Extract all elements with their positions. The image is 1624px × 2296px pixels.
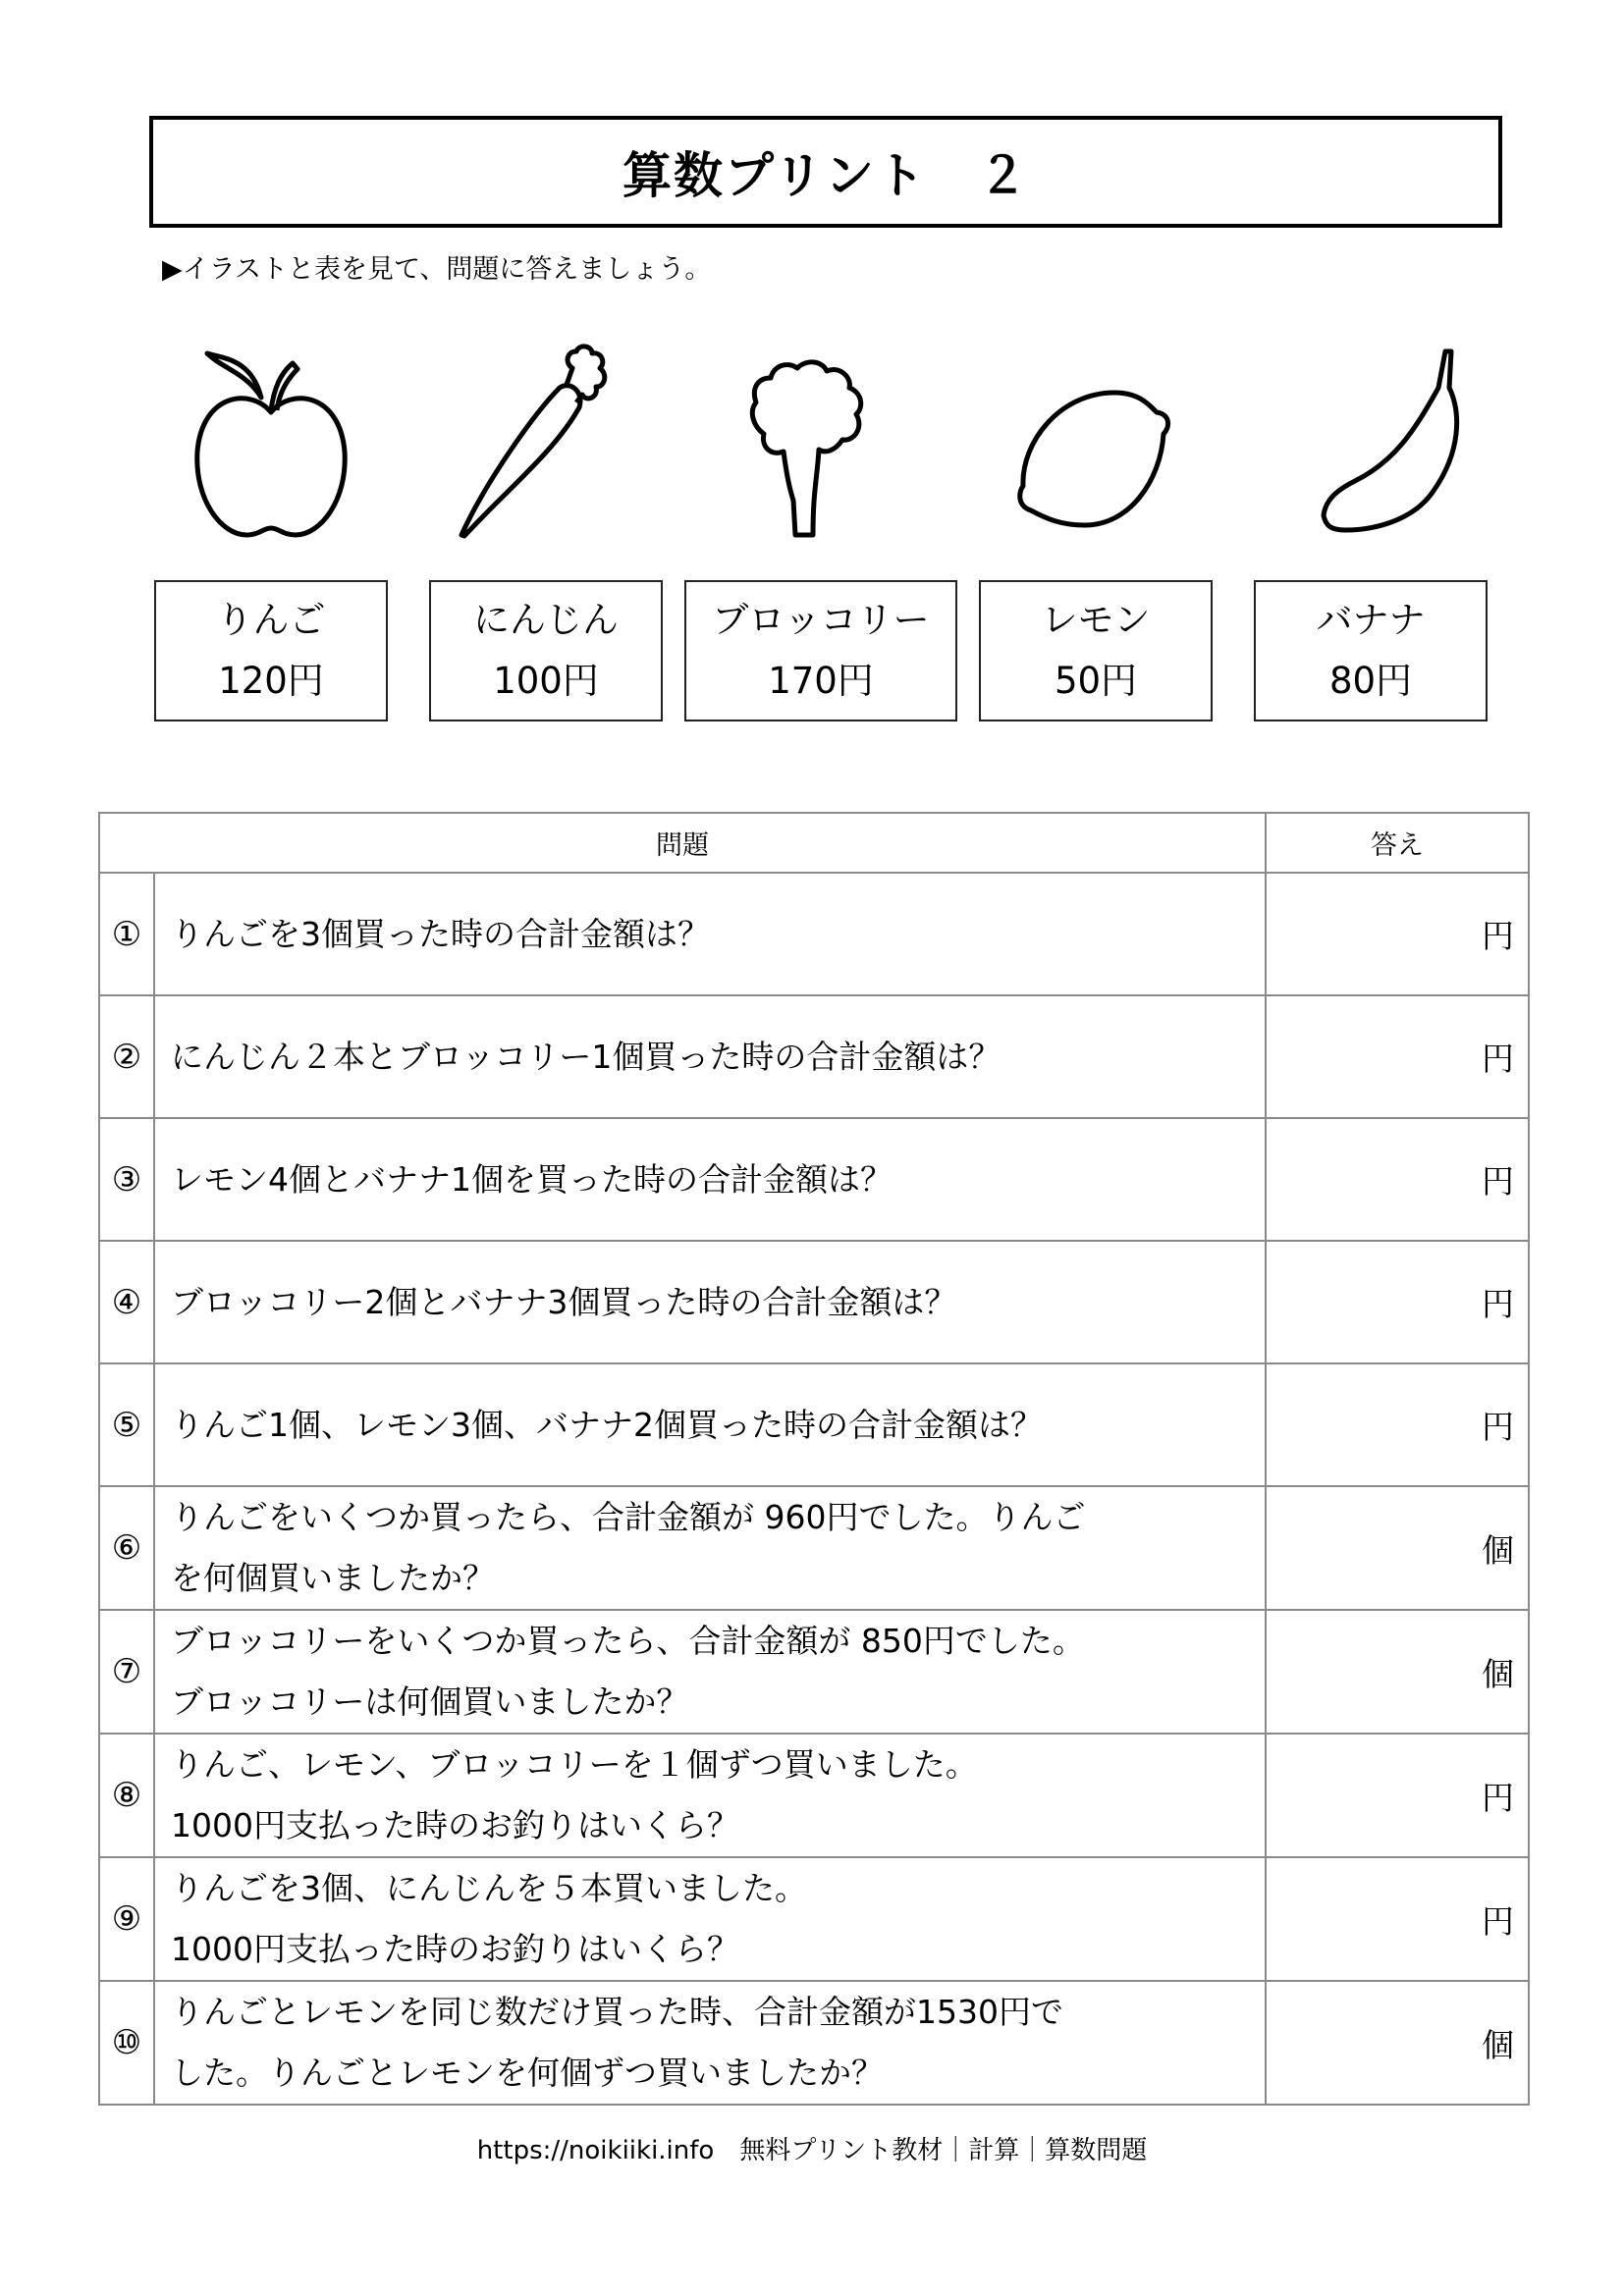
answer-cell[interactable] <box>1266 1363 1529 1486</box>
item-name: にんじん <box>473 599 619 641</box>
answer-unit: 個 <box>1482 1530 1514 1570</box>
question-text <box>154 1857 1266 1981</box>
question-text <box>154 1610 1266 1734</box>
table-row <box>99 1857 1529 1981</box>
banana-icon <box>1276 344 1473 540</box>
carrot-icon <box>447 344 643 540</box>
price-box-apple <box>154 580 388 721</box>
lemon-icon <box>1001 344 1198 540</box>
question-line: ブロッコリーをいくつか買ったら、合計金額が 850円でした。 <box>171 1622 1085 1660</box>
question-text <box>154 1118 1266 1241</box>
apple-icon <box>173 344 369 540</box>
table-row <box>99 1610 1529 1734</box>
question-number: ⑤ <box>99 1363 154 1486</box>
answer-unit: 円 <box>1482 1285 1514 1323</box>
answer-unit: 円 <box>1482 1040 1514 1078</box>
answer-cell[interactable] <box>1266 873 1529 995</box>
question-line: りんご1個、レモン3個、バナナ2個買った時の合計金額は？ <box>171 1405 1043 1444</box>
question-number: ⑧ <box>99 1734 154 1857</box>
price-box-carrot <box>429 580 663 721</box>
item-price: 120円 <box>218 660 324 702</box>
table-row <box>99 1118 1529 1241</box>
question-number: ⑦ <box>99 1610 154 1734</box>
question-line: 1000円支払った時のお釣りはいくら？ <box>171 1806 739 1844</box>
table-row <box>99 1363 1529 1486</box>
item-price: 80円 <box>1328 660 1413 702</box>
table-header-row <box>99 813 1529 873</box>
answer-cell[interactable] <box>1266 1610 1529 1734</box>
table-row <box>99 995 1529 1118</box>
answer-unit: 円 <box>1482 1162 1514 1201</box>
question-line: 1000円支払った時のお釣りはいくら？ <box>171 1930 739 1968</box>
item-price: 170円 <box>768 660 874 702</box>
item-name: ブロッコリー <box>712 599 930 641</box>
question-text <box>154 1734 1266 1857</box>
answer-cell[interactable] <box>1266 1241 1529 1363</box>
question-line: ブロッコリーは何個買いましたか？ <box>171 1682 689 1721</box>
question-line: した。りんごとレモンを何個ずつ買いましたか？ <box>171 2054 884 2092</box>
question-text <box>154 1486 1266 1610</box>
question-line: レモン4個とバナナ1個を買った時の合計金額は？ <box>171 1159 893 1199</box>
question-text <box>154 1241 1266 1363</box>
answer-unit: 個 <box>1482 2025 1514 2064</box>
footer-text: https://noikiiki.info 無料プリント教材｜計算｜算数問題 <box>476 2136 1148 2165</box>
broccoli-icon <box>727 344 923 540</box>
question-number: ④ <box>99 1241 154 1363</box>
item-name: バナナ <box>1316 599 1426 641</box>
price-box-lemon <box>979 580 1213 721</box>
page-title: 算数プリント ２ <box>623 147 1029 204</box>
question-text <box>154 873 1266 995</box>
question-line: を何個買いましたか？ <box>171 1559 495 1597</box>
instruction-text: ▶イラストと表を見て、問題に答えましょう。 <box>162 254 712 285</box>
header-answer: 答え <box>1266 813 1529 873</box>
question-number: ③ <box>99 1118 154 1241</box>
table-row <box>99 873 1529 995</box>
title-box <box>149 116 1502 228</box>
question-line: ブロッコリー2個とバナナ3個買った時の合計金額は？ <box>171 1282 957 1321</box>
answer-unit: 円 <box>1482 1901 1514 1941</box>
answer-cell[interactable] <box>1266 1734 1529 1857</box>
question-line: りんご、レモン、ブロッコリーを１個ずつ買いました。 <box>171 1745 978 1784</box>
question-line: りんごを3個買った時の合計金額は？ <box>171 914 710 953</box>
answer-cell[interactable] <box>1266 1486 1529 1610</box>
answer-cell[interactable] <box>1266 1118 1529 1241</box>
question-number: ⑥ <box>99 1486 154 1610</box>
item-price: 100円 <box>493 660 599 702</box>
question-line: にんじん２本とブロッコリー1個買った時の合計金額は？ <box>171 1037 1001 1076</box>
question-text <box>154 1363 1266 1486</box>
answer-cell[interactable] <box>1266 995 1529 1118</box>
table-row <box>99 1241 1529 1363</box>
answer-unit: 円 <box>1482 1408 1514 1446</box>
item-name: りんご <box>216 599 326 641</box>
item-price: 50円 <box>1054 660 1138 702</box>
question-line: りんごとレモンを同じ数だけ買った時、合計金額が1530円で <box>171 1993 1063 2031</box>
question-number: ① <box>99 873 154 995</box>
question-text <box>154 1981 1266 2105</box>
answer-cell[interactable] <box>1266 1857 1529 1981</box>
question-table <box>98 812 1530 2106</box>
answer-cell[interactable] <box>1266 1981 1529 2105</box>
question-number: ⑨ <box>99 1857 154 1981</box>
item-name: レモン <box>1041 599 1151 641</box>
price-box-banana <box>1254 580 1488 721</box>
answer-unit: 円 <box>1482 1778 1514 1817</box>
answer-unit: 円 <box>1482 917 1514 955</box>
question-line: りんごを3個、にんじんを５本買いました。 <box>171 1869 807 1907</box>
question-number: ⑩ <box>99 1981 154 2105</box>
answer-unit: 個 <box>1482 1654 1514 1693</box>
question-line: りんごをいくつか買ったら、合計金額が 960円でした。りんご <box>171 1498 1086 1536</box>
question-number: ② <box>99 995 154 1118</box>
price-box-broccoli <box>684 580 957 721</box>
question-text <box>154 995 1266 1118</box>
header-question: 問題 <box>99 813 1266 873</box>
table-row <box>99 1486 1529 1610</box>
table-row <box>99 1981 1529 2105</box>
table-row <box>99 1734 1529 1857</box>
